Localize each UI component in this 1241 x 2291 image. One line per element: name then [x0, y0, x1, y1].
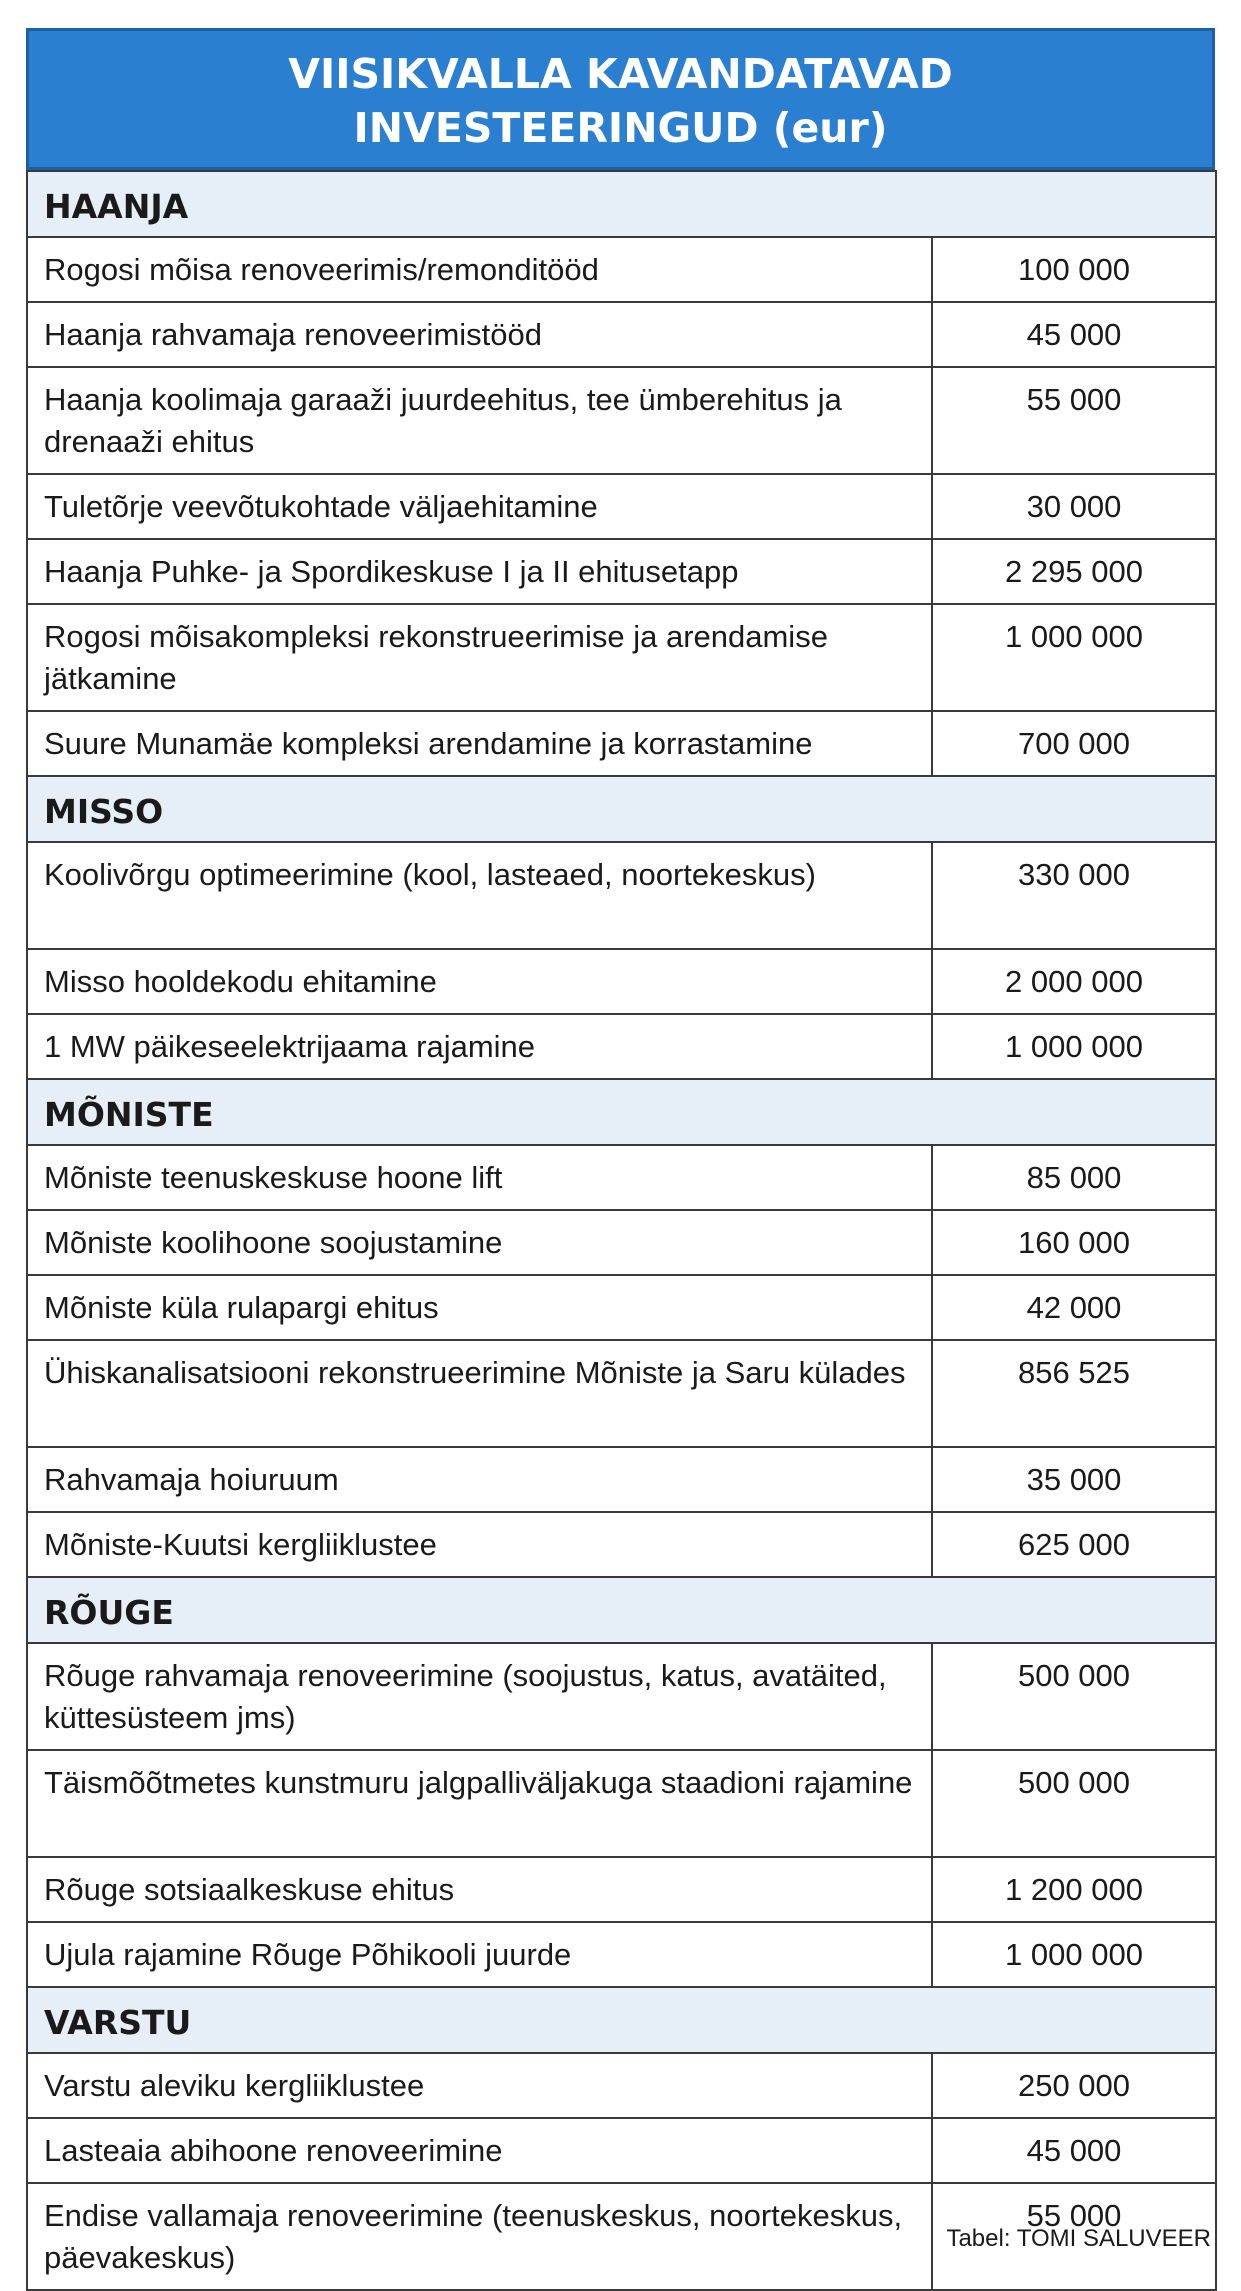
title-line-2: INVESTEERINGUD (eur) — [353, 104, 888, 152]
item-name: Tuletõrje veevõtukohtade väljaehitamine — [27, 474, 932, 539]
item-name: Mõniste koolihoone soojustamine — [27, 1210, 932, 1275]
item-name: Rõuge sotsiaalkeskuse ehitus — [27, 1857, 932, 1922]
item-amount: 35 000 — [932, 1447, 1216, 1512]
item-amount: 160 000 — [932, 1210, 1216, 1275]
item-amount: 45 000 — [932, 2118, 1216, 2183]
item-name: Haanja koolimaja garaaži juurdeehitus, tee ümberehitus ja drenaaži ehitus — [27, 367, 932, 474]
title-line-1: VIISIKVALLA KAVANDATAVAD — [288, 50, 953, 98]
item-name: Koolivõrgu optimeerimine (kool, lasteaed, noortekeskus) — [27, 842, 932, 949]
item-name: Haanja Puhke- ja Spordikeskuse I ja II ehitusetapp — [27, 539, 932, 604]
table-row — [27, 1447, 1216, 1512]
table-row — [27, 237, 1216, 302]
section-header-rouge — [27, 1577, 1216, 1643]
table-row — [27, 1857, 1216, 1922]
item-amount: 55 000 — [932, 2183, 1216, 2290]
table-row — [27, 1512, 1216, 1577]
table-row — [27, 1210, 1216, 1275]
section-header-haanja — [27, 171, 1216, 237]
item-amount: 1 000 000 — [932, 604, 1216, 711]
item-amount: 700 000 — [932, 711, 1216, 776]
item-amount: 1 000 000 — [932, 1922, 1216, 1987]
section-name: MÕNISTE — [27, 1079, 1216, 1145]
item-name: Mõniste-Kuutsi kergliiklustee — [27, 1512, 932, 1577]
item-amount: 85 000 — [932, 1145, 1216, 1210]
item-name: 1 MW päikeseelektrijaama rajamine — [27, 1014, 932, 1079]
item-amount: 42 000 — [932, 1275, 1216, 1340]
item-name: Endise vallamaja renoveerimine (teenuskeskus, noortekeskus, päevakeskus) — [27, 2183, 932, 2290]
item-amount: 55 000 — [932, 367, 1216, 474]
table-row — [27, 1340, 1216, 1447]
table-row — [27, 2118, 1216, 2183]
investment-table-card — [26, 28, 1215, 2291]
section-name: RÕUGE — [27, 1577, 1216, 1643]
table-row — [27, 1922, 1216, 1987]
table-row — [27, 474, 1216, 539]
section-header-misso — [27, 776, 1216, 842]
item-name: Misso hooldekodu ehitamine — [27, 949, 932, 1014]
table-row — [27, 604, 1216, 711]
item-name: Suure Munamäe kompleksi arendamine ja korrastamine — [27, 711, 932, 776]
section-name: VARSTU — [27, 1987, 1216, 2053]
item-name: Mõniste teenuskeskuse hoone lift — [27, 1145, 932, 1210]
item-name: Täismõõtmetes kunstmuru jalgpalliväljakuga staadioni rajamine — [27, 1750, 932, 1857]
item-name: Rahvamaja hoiuruum — [27, 1447, 932, 1512]
table-row — [27, 711, 1216, 776]
item-name: Rogosi mõisakompleksi rekonstrueerimise ja arendamise jätkamine — [27, 604, 932, 711]
table-credit: Tabel: TOMI SALUVEER — [946, 2225, 1211, 2252]
table-title — [26, 28, 1215, 170]
item-amount: 625 000 — [932, 1512, 1216, 1577]
table-row — [27, 2053, 1216, 2118]
item-amount: 500 000 — [932, 1643, 1216, 1750]
item-amount: 330 000 — [932, 842, 1216, 949]
table-row — [27, 1275, 1216, 1340]
item-amount: 45 000 — [932, 302, 1216, 367]
investment-table — [26, 170, 1217, 2291]
item-name: Lasteaia abihoone renoveerimine — [27, 2118, 932, 2183]
section-header-varstu — [27, 1987, 1216, 2053]
table-row — [27, 949, 1216, 1014]
item-amount: 250 000 — [932, 2053, 1216, 2118]
item-amount: 30 000 — [932, 474, 1216, 539]
table-row — [27, 1145, 1216, 1210]
table-row — [27, 367, 1216, 474]
item-amount: 2 000 000 — [932, 949, 1216, 1014]
item-name: Haanja rahvamaja renoveerimistööd — [27, 302, 932, 367]
section-name: HAANJA — [27, 171, 1216, 237]
section-name: MISSO — [27, 776, 1216, 842]
item-amount: 500 000 — [932, 1750, 1216, 1857]
table-row — [27, 1014, 1216, 1079]
item-name: Ujula rajamine Rõuge Põhikooli juurde — [27, 1922, 932, 1987]
section-header-moniste — [27, 1079, 1216, 1145]
item-name: Rogosi mõisa renoveerimis/remonditööd — [27, 237, 932, 302]
item-name: Mõniste küla rulapargi ehitus — [27, 1275, 932, 1340]
item-name: Ühiskanalisatsiooni rekonstrueerimine Mõniste ja Saru külades — [27, 1340, 932, 1447]
item-amount: 1 000 000 — [932, 1014, 1216, 1079]
item-amount: 2 295 000 — [932, 539, 1216, 604]
item-amount: 1 200 000 — [932, 1857, 1216, 1922]
item-amount: 856 525 — [932, 1340, 1216, 1447]
table-row — [27, 539, 1216, 604]
table-row — [27, 842, 1216, 949]
table-row — [27, 1750, 1216, 1857]
table-row — [27, 1643, 1216, 1750]
item-amount: 100 000 — [932, 237, 1216, 302]
table-row — [27, 302, 1216, 367]
item-name: Rõuge rahvamaja renoveerimine (soojustus, katus, avatäited, küttesüsteem jms) — [27, 1643, 932, 1750]
item-name: Varstu aleviku kergliiklustee — [27, 2053, 932, 2118]
